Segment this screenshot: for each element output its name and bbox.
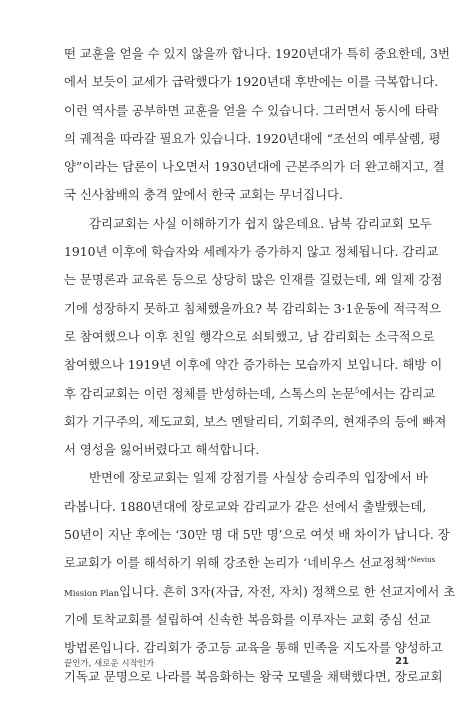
text-line (64, 549, 436, 577)
text-line: 떤 교훈을 얻을 수 있지 않을까 합니다. 1920년대가 특히 중요한데, 3번 (64, 46, 450, 61)
text-line: 1910년 이후에 학습자와 세례자가 증가하지 않고 정체됩니다. 감리교 (64, 244, 439, 260)
text-line: 는 문명론과 교육론 등으로 상당히 많은 인재를 길렀는데, 왜 일제 강점 (64, 272, 443, 288)
text-line (64, 380, 436, 408)
text-line (64, 578, 456, 606)
text-segment: 로교회가 이를 해석하기 위해 강조한 논리가 ‘네비우스 선교정책’ (64, 555, 411, 571)
text-line: 의 궤적을 따라갈 필요가 있습니다. 1920년대에 “조선의 예루살렘, 평 (64, 130, 441, 146)
text-line: 참여했으나 1919년 이후에 약간 증가하는 모습까지 보입니다. 해방 이 (64, 357, 443, 373)
text-line: 라봅니다. 1880년대에 장로교와 감리교가 같은 선에서 출발했는데, (64, 498, 427, 514)
body-text (64, 40, 456, 691)
text-line: 기에 성장하지 못하고 침체했을까요? 북 감리회는 3·1운동에 적극적으 (64, 300, 442, 316)
text-line: 이런 역사를 공부하면 교훈을 얻을 수 있습니다. 그러면서 동시에 타락 (64, 102, 439, 118)
text-segment: 입니다. 흔히 3자(자급, 자전, 자치) 정책으로 한 선교지에서 초 (119, 583, 456, 599)
text-line: 로 참여했으나 이후 친일 행각으로 쇠퇴했고, 남 감리회는 소극적으로 (64, 328, 435, 344)
text-line: 50년이 지난 후에는 ‘30만 명 대 5만 명’으로 여섯 배 차이가 납니다. 장 (64, 527, 450, 543)
text-line: 반면에 장로교회는 일제 강점기를 사실상 승리주의 입장에서 바 (89, 470, 428, 486)
text-line: 기에 토착교회를 설립하여 신속한 복음화를 이루자는 교회 중심 선교 (64, 611, 431, 627)
text-line: 국 신사참배의 충격 앞에서 한국 교회는 무너집니다. (64, 187, 343, 203)
term-annotation: Mission Plan (64, 588, 120, 599)
text-line: 기독교 문명으로 나라를 복음화하는 왕국 모델을 채택했다면, 장로교회 (64, 668, 443, 684)
text-line: 서 영성을 잃어버렸다고 해석합니다. (64, 442, 260, 458)
text-segment: 에서는 감리교 (359, 385, 436, 401)
term-annotation: Nevius (410, 556, 436, 565)
footnote-mark: 5 (354, 386, 360, 395)
running-title: 끝인가, 새로운 시작인가 (64, 659, 155, 669)
text-line: 에서 보듯이 교세가 급락했다가 1920년대 후반에는 이를 극복합니다. (64, 74, 439, 90)
text-line: 방법론입니다. 감리회가 중고등 교육을 통해 민족을 지도자를 양성하고 (64, 640, 443, 656)
page-number: 21 (395, 656, 409, 667)
text-line: 회가 기구주의, 제도교회, 보스 멘탈리티, 기회주의, 현재주의 등에 빠져 (64, 413, 447, 429)
text-segment: 후 감리교회는 이런 정체를 반성하는데, 스톡스의 논문 (64, 385, 355, 401)
text-line: 감리교회는 사실 이해하기가 쉽지 않은데요. 남북 감리교회 모두 (89, 215, 432, 231)
text-line: 양”이라는 담론이 나오면서 1930년대에 근본주의가 더 완고해지고, 결 (64, 159, 445, 175)
